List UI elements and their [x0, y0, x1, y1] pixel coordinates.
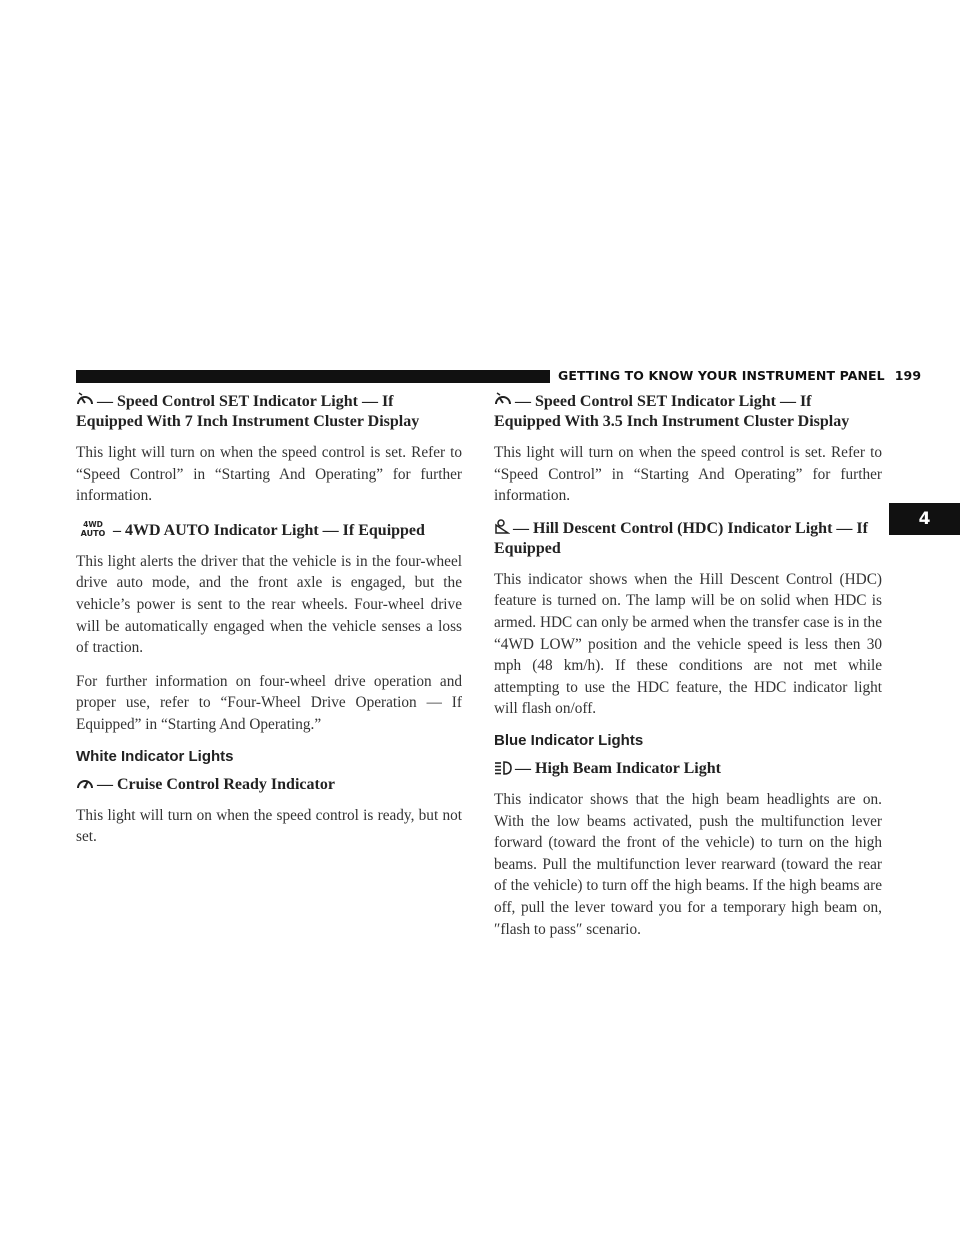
chapter-number: 4 — [918, 509, 931, 529]
body-paragraph: This indicator shows when the Hill Descent Control (HDC) feature is turned on. The lamp will be on solid when HDC is armed. HDC can only be armed when the transfer case is in the “4WD LOW” position and the vehicle speed is less then 30 mph (48 km/h). If these conditions are not met while attempting to use the HDC feature, the HDC indicator light will flash on/off. — [494, 570, 882, 718]
body-paragraph: This light will turn on when the speed control is set. Refer to “Speed Control” in “Starting And Operating” for further information. — [76, 444, 462, 505]
auto-icon-text: AUTO — [80, 528, 106, 537]
high-beam-icon — [494, 761, 512, 775]
heading-text: — Speed Control SET Indicator Light — If Equipped With 3.5 Inch Instrument Cluster Display — [494, 393, 850, 430]
section-heading — [76, 392, 462, 432]
running-header — [558, 368, 922, 383]
body-paragraph: This light will turn on when the speed control is ready, but not set. — [76, 806, 462, 846]
header-title: GETTING TO KNOW YOUR INSTRUMENT PANEL — [558, 368, 885, 383]
body-paragraph: This indicator shows that the high beam headlights are on. With the low beams activated, push the multifunction lever forward (toward the front of the vehicle) to turn on the high beams. Pull the multifunction lever rearward (toward the rear of the vehicle) to turn off the high beams. If the high beams are off, pull the lever toward you for a temporary high beam on, ″flash to pass″ scenario. — [494, 790, 882, 938]
header-bar — [76, 370, 550, 383]
heading-text: — Hill Descent Control (HDC) Indicator Light — If Equipped — [494, 519, 868, 557]
speedometer-set-icon — [76, 392, 94, 408]
speedometer-icon — [76, 775, 94, 791]
heading-text: — Cruise Control Ready Indicator — [97, 775, 335, 793]
subsection-title: Blue Indicator Lights — [494, 731, 644, 749]
right-column — [494, 392, 882, 952]
section-heading — [494, 759, 882, 779]
subsection-title: White Indicator Lights — [76, 747, 234, 765]
heading-text: — High Beam Indicator Light — [515, 759, 721, 777]
page-number: 199 — [894, 368, 922, 383]
section-heading — [494, 392, 882, 432]
chapter-tab — [889, 503, 960, 535]
4wd-auto-icon — [76, 519, 110, 537]
section-heading — [494, 519, 882, 559]
hill-descent-icon — [494, 519, 510, 535]
4wd-icon-text: 4WD — [83, 519, 103, 529]
section-heading — [76, 519, 462, 541]
heading-text: — Speed Control SET Indicator Light — If Equipped With 7 Inch Instrument Cluster Display — [76, 393, 420, 430]
heading-text: – 4WD AUTO Indicator Light — If Equipped — [113, 521, 425, 539]
section-heading — [76, 775, 462, 795]
body-paragraph: For further information on four-wheel drive operation and proper use, refer to “Four-Wheel Drive Operation — If Equipped” in “Starting And Operating.” — [76, 672, 462, 733]
left-column — [76, 392, 462, 860]
body-paragraph: This light will turn on when the speed control is set. Refer to “Speed Control” in “Starting And Operating” for further information. — [494, 444, 882, 505]
speedometer-set-icon — [494, 392, 512, 408]
body-paragraph: This light alerts the driver that the vehicle is in the four-wheel drive auto mode, and the front axle is engaged, but the vehicle’s power is sent to the rear wheels. Four-wheel drive will be automatically engaged when the vehicle senses a loss of traction. — [76, 552, 462, 657]
